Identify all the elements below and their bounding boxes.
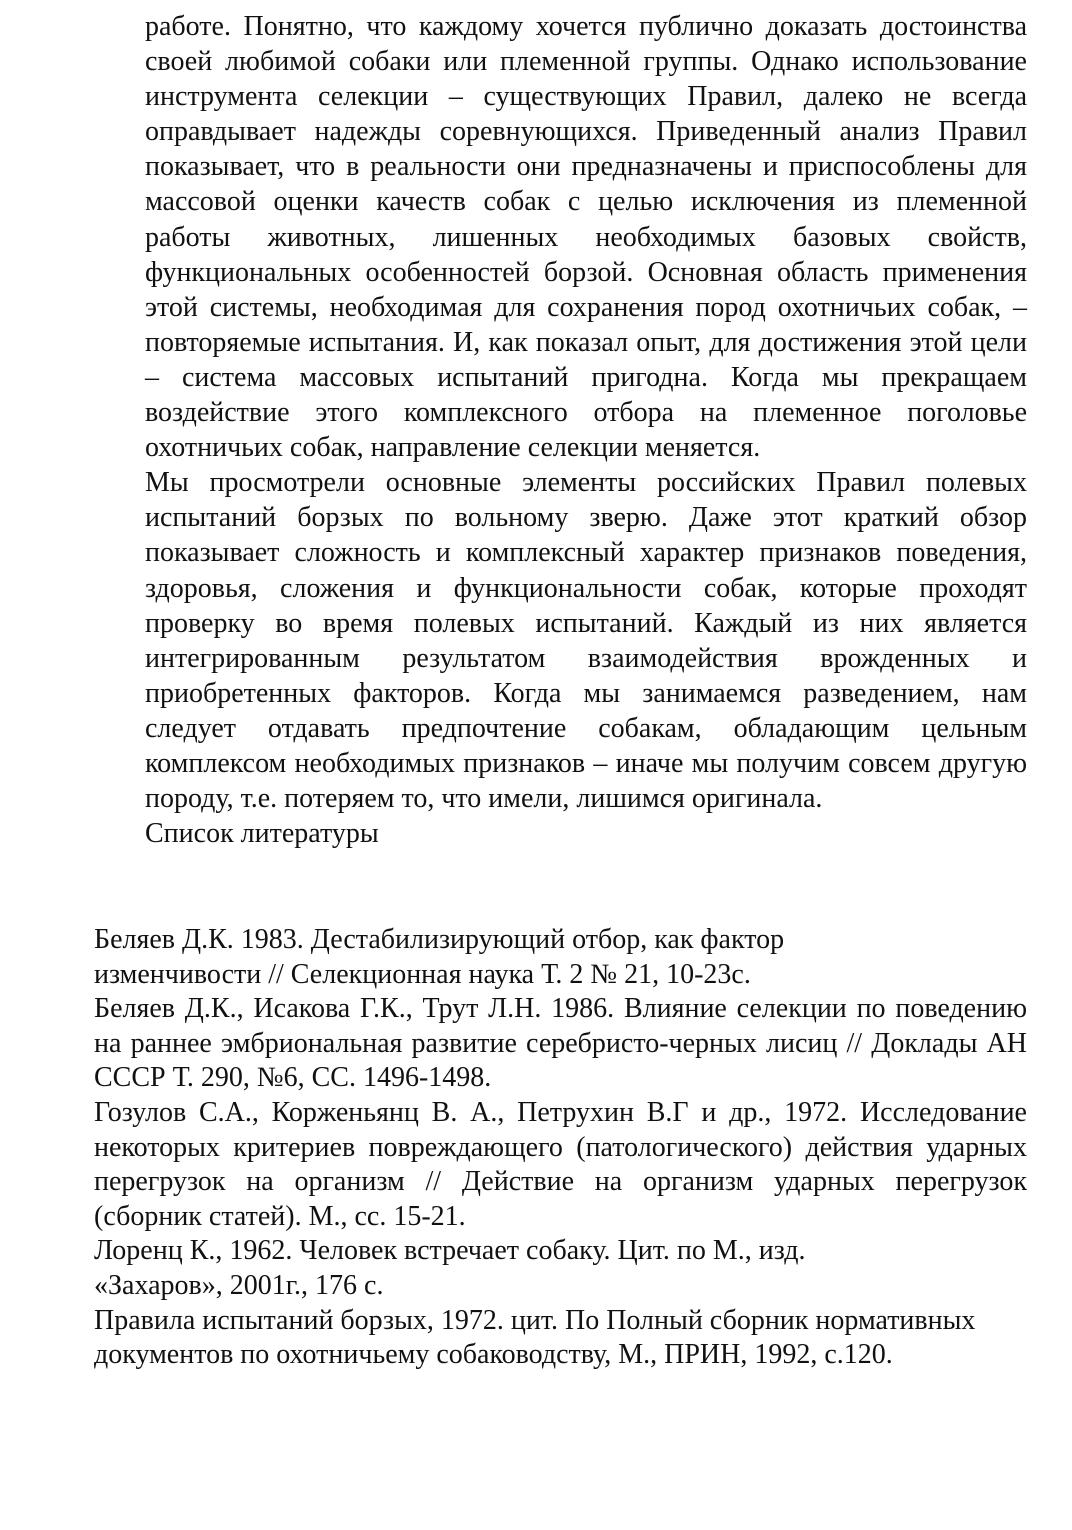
paragraph-1: работе. Понятно, что каждому хочется публично доказать достоинства своей любимой собаки или племенной группы. Однако использование инструмента селекции – существующих Правил, далеко не всегда оправдывает надежды соревнующихся. Приведенный анализ Правил показывает, что в реальности они предназначены и приспособлены для массовой оценки качеств собак с целью исключения из племенной работы животных, лишенных необходимых базовых свойств, функциональных особенностей борзой. Основная область применения этой системы, необходимая для сохранения пород охотничьих собак, – повторяемые испытания. И, как показал опыт, для достижения этой цели – система массовых испытаний пригодна. Когда мы прекращаем воздействие этого комплексного отбора на племенное поголовье охотничьих собак, направление селекции меняется. xyxy=(145,11,1027,464)
reference-item: Правила испытаний борзых, 1972. цит. По Полный сборник нормативных документов по охотничьему собаководству, М., ПРИН, 1992, с.120. xyxy=(94,1304,976,1371)
reference-item: Беляев Д.К., Исакова Г.К., Трут Л.Н. 1986. Влияние селекции по поведению на раннее эмбриональная развитие серебристо-черных лисиц // Доклады АН СССР Т. 290, №6, СС. 1496-1498. xyxy=(94,993,1027,1094)
paragraph-2: Мы просмотрели основные элементы российских Правил полевых испытаний борзых по вольному зверю. Даже этот краткий обзор показывает сложность и комплексный характер признаков поведения, здоровья, сложения и функциональности собак, которые проходят проверку во время полевых испытаний. Каждый из них является интегрированным результатом взаимодействия врожденных и приобретенных факторов. Когда мы занимаемся разведением, нам следует отдавать предпочтение собакам, обладающим цельным комплексом необходимых признаков – иначе мы получим совсем другую породу, т.е. потеряем то, что имели, лишимся оригинала. xyxy=(145,467,1027,815)
references-list xyxy=(94,923,1027,1373)
reference-item: Беляев Д.К. 1983. Дестабилизирующий отбор, как фактор изменчивости // Селекционная наука Т. 2 № 21, 10-23с. xyxy=(94,924,785,990)
references-heading: Список литературы xyxy=(145,818,379,850)
article-body xyxy=(145,9,1027,851)
reference-item: Гозулов С.А., Корженьянц В. А., Петрухин В.Г и др., 1972. Исследование некоторых критериев повреждающего (патологического) действия ударных перегрузок на организм // Действие на организм ударных перегрузок (сборник статей). М., сс. 15-21. xyxy=(94,1096,1027,1232)
reference-item: Лоренц К., 1962. Человек встречает собаку. Цит. по М., изд. «Захаров», 2001г., 176 с. xyxy=(94,1235,806,1301)
